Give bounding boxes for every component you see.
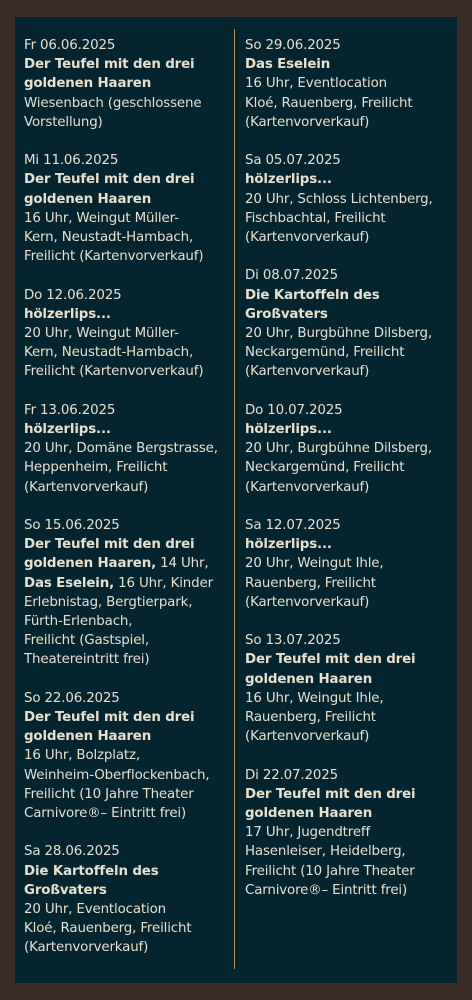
entry-line	[245, 842, 457, 861]
entry-date	[24, 286, 232, 305]
entry-text: Carnivore®– Eintritt frei)	[245, 882, 408, 898]
entry-line	[245, 862, 457, 881]
entry-text: Fr 06.06.2025	[24, 38, 116, 53]
entry-text: So 22.06.2025	[24, 690, 120, 706]
entry-text: 16 Uhr, Weingut Ihle,	[245, 690, 384, 706]
entry-text: (Kartenvorverkauf)	[245, 230, 370, 246]
entry-line	[24, 804, 232, 823]
entry-title-text: Das Eselein,	[24, 575, 115, 591]
entry-text: (Kartenvorverkauf)	[24, 479, 149, 495]
entry-line	[24, 574, 232, 593]
entry-line	[245, 343, 457, 362]
entry-date	[245, 766, 457, 785]
entry-text: So 29.06.2025	[245, 38, 341, 53]
entry-text: 16 Uhr, Kinder	[114, 575, 213, 591]
entry-line	[245, 170, 457, 189]
entry-line	[245, 535, 457, 554]
entry-text: Rauenberg, Freilicht	[245, 710, 376, 726]
entry-text: Neckargemünd, Freilicht	[245, 345, 405, 361]
entry-text: 16 Uhr, Bolzplatz,	[24, 748, 140, 764]
schedule-entry	[245, 36, 457, 132]
entry-title-text: Der Teufel mit den drei	[24, 172, 195, 188]
entry-date	[24, 689, 232, 708]
entry-text: Sa 05.07.2025	[245, 153, 341, 169]
entry-text: Fr 13.06.2025	[24, 402, 116, 418]
entry-line	[24, 458, 232, 477]
entry-text: Mi 11.06.2025	[24, 153, 119, 169]
entry-date	[24, 401, 232, 420]
entry-text: (Kartenvorverkauf)	[245, 364, 370, 380]
entry-line	[245, 420, 457, 439]
entry-line	[245, 113, 457, 132]
entry-text: (Kartenvorverkauf)	[245, 594, 370, 610]
entry-text: Rauenberg, Freilicht	[245, 575, 376, 591]
entry-date	[24, 36, 232, 55]
entry-text: Freilicht (Kartenvorverkauf)	[24, 364, 204, 380]
entry-line	[245, 305, 457, 324]
entry-line	[24, 746, 232, 765]
schedule-column-left	[24, 36, 232, 977]
entry-text: Sa 28.06.2025	[24, 844, 120, 860]
entry-text: Wiesenbach (geschlossene	[24, 95, 202, 111]
entry-line	[24, 785, 232, 804]
schedule-entry	[24, 36, 232, 132]
entry-line	[245, 362, 457, 381]
schedule-entry	[245, 151, 457, 247]
entry-title-text: hölzerlips...	[245, 422, 332, 438]
entry-text: Kloé, Rauenberg, Freilicht	[245, 95, 413, 111]
entry-title-text: goldenen Haaren	[24, 729, 152, 745]
entry-line	[245, 324, 457, 343]
entry-text: Sa 12.07.2025	[245, 518, 341, 534]
entry-line	[245, 823, 457, 842]
entry-text: 20 Uhr, Burgbühne Dilsberg,	[245, 326, 432, 342]
entry-text: Do 10.07.2025	[245, 402, 343, 418]
entry-date	[245, 266, 457, 285]
entry-title-text: hölzerlips...	[24, 422, 111, 438]
entry-text: Fischbachtal, Freilicht	[245, 210, 386, 226]
entry-text: Kloé, Rauenberg, Freilicht	[24, 921, 192, 937]
entry-line	[24, 362, 232, 381]
entry-line	[24, 170, 232, 189]
entry-text: Do 12.06.2025	[24, 287, 122, 303]
entry-title-text: hölzerlips...	[245, 172, 332, 188]
entry-line	[245, 708, 457, 727]
entry-line	[24, 535, 232, 554]
entry-text: Vorstellung)	[24, 114, 103, 130]
entry-line	[24, 209, 232, 228]
entry-date	[245, 401, 457, 420]
entry-text: Heppenheim, Freilicht	[24, 460, 168, 476]
entry-title-text: Der Teufel mit den drei	[24, 710, 195, 726]
entry-date	[24, 151, 232, 170]
entry-text: 20 Uhr, Weingut Ihle,	[245, 556, 384, 572]
entry-text: Erlebnistag, Bergtierpark,	[24, 594, 193, 610]
entry-line	[245, 881, 457, 900]
entry-line	[24, 727, 232, 746]
entry-text: Weinheim-Oberflockenbach,	[24, 767, 210, 783]
entry-line	[24, 708, 232, 727]
schedule-entry	[24, 689, 232, 823]
entry-title-text: Großvaters	[245, 306, 328, 322]
entry-date	[245, 631, 457, 650]
entry-title-text: goldenen Haaren	[24, 76, 152, 92]
entry-line	[245, 689, 457, 708]
entry-text: (Kartenvorverkauf)	[245, 114, 370, 130]
schedule-entry	[24, 286, 232, 382]
schedule-entry	[245, 766, 457, 900]
entry-title-text: Der Teufel mit den drei	[24, 537, 195, 553]
schedule-entry	[245, 631, 457, 746]
entry-line	[24, 247, 232, 266]
schedule-entry	[24, 401, 232, 497]
entry-text: Fürth-Erlenbach,	[24, 614, 133, 630]
entry-line	[245, 650, 457, 669]
entry-date	[24, 516, 232, 535]
entry-text: 14 Uhr,	[156, 556, 209, 572]
entry-line	[24, 55, 232, 74]
entry-line	[24, 190, 232, 209]
entry-line	[245, 670, 457, 689]
entry-text: Theatereintritt frei)	[24, 652, 150, 668]
entry-text: So 13.07.2025	[245, 633, 341, 649]
entry-line	[245, 478, 457, 497]
entry-title-text: Die Kartoffeln des	[24, 863, 159, 879]
entry-text: (Kartenvorverkauf)	[245, 479, 370, 495]
schedule-entry	[24, 516, 232, 670]
entry-line	[245, 228, 457, 247]
entry-text: 20 Uhr, Eventlocation	[24, 902, 166, 918]
entry-line	[245, 94, 457, 113]
entry-date	[245, 151, 457, 170]
entry-line	[24, 631, 232, 650]
entry-line	[24, 650, 232, 669]
entry-text: Kern, Neustadt-Hambach,	[24, 230, 194, 246]
schedule-entry	[245, 266, 457, 381]
entry-text: Carnivore®– Eintritt frei)	[24, 806, 187, 822]
schedule-column-right	[245, 36, 457, 919]
entry-line	[24, 343, 232, 362]
entry-line	[245, 190, 457, 209]
schedule-entry	[24, 151, 232, 266]
entry-text: 17 Uhr, Jugendtreff	[245, 825, 371, 841]
entry-line	[24, 862, 232, 881]
entry-title-text: Großvaters	[24, 882, 107, 898]
column-divider	[234, 29, 235, 969]
entry-line	[24, 593, 232, 612]
entry-title-text: goldenen Haaren	[245, 671, 373, 687]
schedule-entry	[245, 401, 457, 497]
entry-line	[24, 554, 232, 573]
entry-date	[245, 516, 457, 535]
entry-text: Freilicht (10 Jahre Theater	[245, 863, 415, 879]
entry-text: Freilicht (Kartenvorverkauf)	[24, 249, 204, 265]
entry-text: (Kartenvorverkauf)	[24, 940, 149, 956]
entry-line	[24, 900, 232, 919]
entry-line	[24, 919, 232, 938]
entry-title-text: Die Kartoffeln des	[245, 287, 380, 303]
schedule-entry	[24, 842, 232, 957]
entry-line	[24, 766, 232, 785]
entry-title-text: goldenen Haaren,	[24, 556, 157, 572]
entry-text: 16 Uhr, Eventlocation	[245, 76, 387, 92]
entry-date	[245, 36, 457, 55]
entry-text: (Kartenvorverkauf)	[245, 729, 370, 745]
entry-title-text: Der Teufel mit den drei	[24, 57, 195, 73]
entry-title-text: Der Teufel mit den drei	[245, 652, 416, 668]
entry-line	[245, 727, 457, 746]
entry-line	[245, 55, 457, 74]
entry-title-text: hölzerlips...	[24, 306, 111, 322]
entry-line	[24, 612, 232, 631]
entry-line	[245, 554, 457, 573]
entry-line	[245, 574, 457, 593]
entry-line	[24, 305, 232, 324]
entry-line	[245, 439, 457, 458]
entry-line	[245, 593, 457, 612]
entry-text: Di 22.07.2025	[245, 767, 339, 783]
entry-text: Kern, Neustadt-Hambach,	[24, 345, 194, 361]
entry-line	[245, 458, 457, 477]
entry-text: Freilicht (Gastspiel,	[24, 633, 149, 649]
entry-text: Hasenleiser, Heidelberg,	[245, 844, 406, 860]
entry-text: Freilicht (10 Jahre Theater	[24, 786, 194, 802]
entry-title-text: hölzerlips...	[245, 537, 332, 553]
entry-line	[24, 324, 232, 343]
entry-line	[24, 228, 232, 247]
entry-date	[24, 842, 232, 861]
entry-line	[24, 938, 232, 957]
entry-text: Neckargemünd, Freilicht	[245, 460, 405, 476]
entry-title-text: Das Eselein	[245, 57, 331, 73]
entry-line	[24, 74, 232, 93]
entry-title-text: goldenen Haaren	[245, 806, 373, 822]
entry-line	[245, 804, 457, 823]
entry-line	[24, 113, 232, 132]
entry-line	[245, 209, 457, 228]
entry-line	[24, 478, 232, 497]
entry-title-text: goldenen Haaren	[24, 191, 152, 207]
entry-line	[245, 785, 457, 804]
schedule-entry	[245, 516, 457, 612]
entry-text: 16 Uhr, Weingut Müller-	[24, 210, 179, 226]
entry-line	[24, 420, 232, 439]
entry-text: 20 Uhr, Schloss Lichtenberg,	[245, 191, 433, 207]
entry-line	[24, 94, 232, 113]
entry-line	[24, 439, 232, 458]
entry-text: 20 Uhr, Weingut Müller-	[24, 326, 179, 342]
entry-text: Di 08.07.2025	[245, 268, 339, 284]
entry-text: 20 Uhr, Burgbühne Dilsberg,	[245, 441, 432, 457]
entry-text: So 15.06.2025	[24, 518, 120, 534]
entry-line	[245, 74, 457, 93]
entry-text: 20 Uhr, Domäne Bergstrasse,	[24, 441, 218, 457]
schedule-panel	[15, 17, 457, 983]
entry-line	[245, 286, 457, 305]
entry-title-text: Der Teufel mit den drei	[245, 786, 416, 802]
entry-line	[24, 881, 232, 900]
